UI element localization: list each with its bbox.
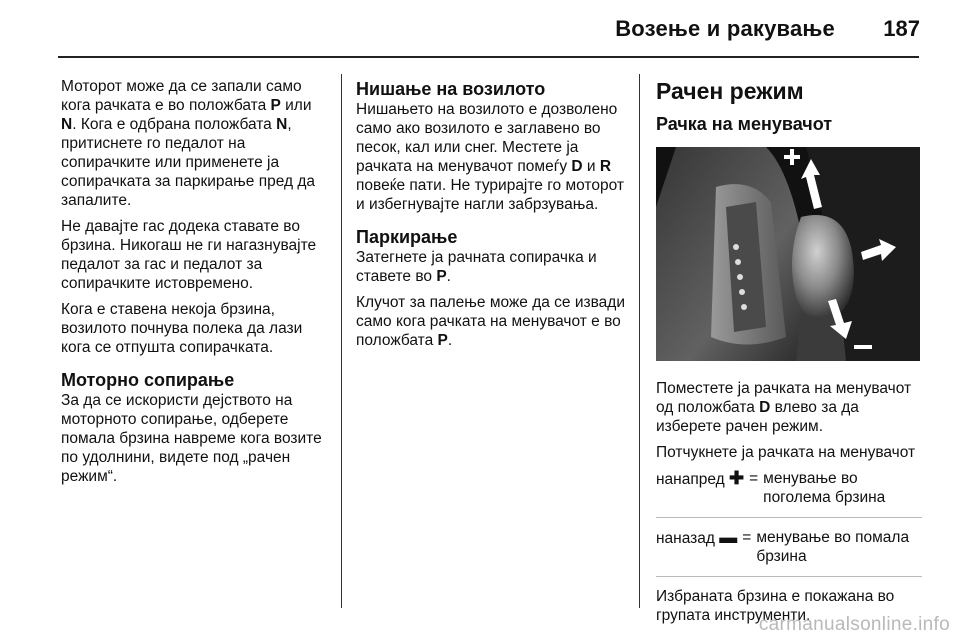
gear-lever-figure xyxy=(656,147,920,361)
gear-n-label: N xyxy=(61,116,73,133)
paragraph-rocking xyxy=(356,100,634,214)
page-number: 187 xyxy=(883,16,920,41)
gear-p-label: P xyxy=(436,268,447,285)
paragraph-start-conditions xyxy=(61,77,331,210)
text-run: . xyxy=(447,332,453,349)
paragraph-throttle-warning: Не давајте гас додека ставате во брзина. Никогаш не ги нагазнувајте педалот за гас и педалот за сопирачките истовремено. xyxy=(61,218,317,292)
column-2 xyxy=(356,79,634,357)
paragraph-ignition-key xyxy=(356,293,634,350)
text-run: . xyxy=(446,268,451,285)
text-run: Нишањето на возилото е дозволено само ако возилото е заглавено во песок, кал или снег. Местете ја рачката на менувачот помеѓу xyxy=(356,101,618,175)
text-run: Поместете ја рачката на менувачот од положбата xyxy=(656,380,912,416)
gear-p-label: P xyxy=(270,97,281,114)
definition-key-back: наназад ▬ xyxy=(656,527,738,547)
equals-sign: = xyxy=(742,529,752,546)
paragraph-engine-braking: За да се искористи дејството на моторното сопирање, одберете помала брзина навреме кога возите по удолнини, видете под „рачен режим“. xyxy=(61,392,322,485)
heading-manual-mode: Рачен режим xyxy=(656,78,804,104)
definition-forward xyxy=(656,469,926,507)
definition-back xyxy=(656,528,926,566)
column-divider-2 xyxy=(639,74,640,608)
plus-icon: ✚ xyxy=(729,468,745,488)
page-header-title: Возење и ракување xyxy=(615,16,835,41)
paragraph-parking xyxy=(356,248,634,286)
paragraph-select-manual xyxy=(656,379,926,436)
watermark: carmanualsonline.info xyxy=(758,614,950,635)
heading-gear-lever: Рачка на менувачот xyxy=(656,114,833,134)
definition-divider xyxy=(656,517,922,518)
paragraph-selected-gear: Избраната брзина е покажана во групата инструменти. xyxy=(656,588,895,624)
equals-sign: = xyxy=(749,470,759,487)
column-1 xyxy=(61,77,331,493)
text-run: Клучот за палење може да се извади само кога рачката на менувачот е во положбата xyxy=(356,294,626,349)
text-run: и xyxy=(582,158,600,175)
text-run: . Кога е одбрана положбата xyxy=(72,116,277,133)
gear-d-label: D xyxy=(571,158,583,175)
definition-key-forward: нанапред ✚ xyxy=(656,468,745,488)
paragraph-tap-lever: Потчукнете ја рачката на менувачот xyxy=(656,444,916,461)
gear-n-label: N xyxy=(276,116,288,133)
heading-rocking: Нишање на возилото xyxy=(356,79,546,99)
definition-value-back: менување во помала брзина xyxy=(756,529,910,565)
minus-icon: ▬ xyxy=(719,527,738,547)
header-divider xyxy=(58,56,919,58)
gear-d-label: D xyxy=(759,399,771,416)
gear-lever-illustration-icon xyxy=(656,147,920,361)
column-3 xyxy=(656,77,926,632)
text-run: влево за да изберете рачен режим. xyxy=(656,399,859,435)
heading-engine-braking: Моторно сопирање xyxy=(61,370,235,390)
text-run: повеќе пати. Не турирајте го моторот и избегнувајте нагли забрзувања. xyxy=(356,177,624,213)
text-run: или xyxy=(280,97,312,114)
heading-parking: Паркирање xyxy=(356,227,458,247)
gear-r-label: R xyxy=(599,158,612,175)
gear-p-label: P xyxy=(437,332,448,349)
text-run: Затегнете ја рачната сопирачка и ставете во xyxy=(356,249,597,285)
text-run: Моторот може да се запали само кога рачката е во положбата xyxy=(61,78,302,114)
paragraph-creep: Кога е ставена некоја брзина, возилото почнува полека да лази кога се отпушта сопирачката. xyxy=(61,301,303,356)
definition-value-forward: менување во поголема брзина xyxy=(763,470,886,506)
definition-divider xyxy=(656,576,922,577)
column-divider-1 xyxy=(341,74,342,608)
text-run: , притиснете го педалот на сопирачките или применете ја сопирачката за паркирање пред да запалите. xyxy=(61,116,316,209)
